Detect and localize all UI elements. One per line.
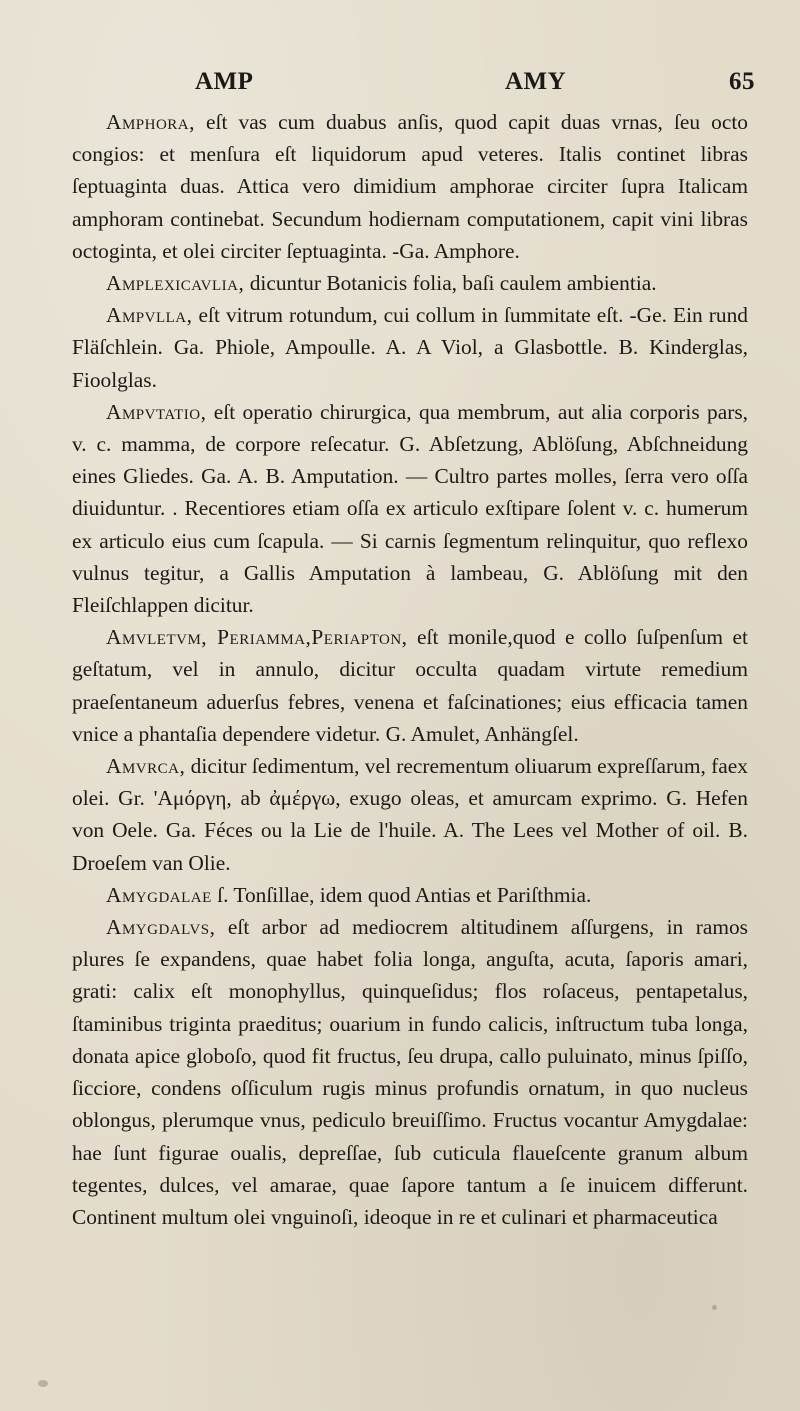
running-head xyxy=(195,68,755,102)
headword: Amplexicavlia, xyxy=(106,271,245,296)
headword: Ampvlla, xyxy=(106,303,193,328)
entry-body: eſt vas cum duabus anſis, quod capit duas vrnas, ſeu octo congios: et menſura eſt liquidorum apud veteres. Italis continet libras ſeptuaginta duas. Attica vero dimidium amphorae circiter ſupra Italicam amphoram continebat. Secundum hodiernam computationem, capit vini libras octoginta, et olei circiter ſeptuaginta. -Ga. Amphore. xyxy=(72,110,748,263)
entry-body: ſ. Tonſillae, idem quod Antias et Pariſthmia. xyxy=(211,882,592,907)
entry-amygdalae xyxy=(72,879,748,911)
entry-body: dicuntur Botanicis folia, baſi caulem ambientia. xyxy=(244,271,657,296)
headword: Amygdalvs, xyxy=(106,915,216,940)
running-head-center: AMY xyxy=(505,68,567,95)
headword: Amygdalae xyxy=(106,882,212,907)
entry-body: dicitur ſedimentum, vel recrementum oliuarum expreſſarum, faex olei. Gr. 'Αμόργη, ab ἀμέργω, exugo oleas, et amurcam exprimo. G. Hefen von Oele. Ga. Féces ou la Lie de l'huile. A. The Lees vel Mother of oil. B. Droeſem van Olie. xyxy=(72,754,748,875)
entry-amygdalus xyxy=(72,911,748,1233)
entry-amurca xyxy=(72,750,748,879)
entry-amplexicaulia xyxy=(72,267,748,299)
entry-body: eſt operatio chirurgica, qua membrum, aut alia corporis pars, v. c. mamma, de corpore reſecatur. G. Abſetzung, Ablöſung, Abſchneidung eines Gliedes. Ga. A. B. Amputation. — Cultro partes molles, ſerra vero oſſa diuiduntur. . Recentiores etiam oſſa ex articulo exſtipare ſolent v. c. humerum ex articulo eius cum ſcapula. — Si carnis ſegmentum relinquitur, quo reflexo vulnus tegitur, a Gallis Amputation à lambeau, G. Ablöſung mit den Fleiſchlappen dicitur. xyxy=(72,399,748,618)
entry-amputatio xyxy=(72,396,748,621)
headword: Ampнora, xyxy=(106,110,195,134)
entry-body: eſt vitrum rotundum, cui collum in ſummitate eſt. -Ge. Ein rund Fläſchlein. Ga. Phiole, Ampoulle. A. A Viol, a Glasbottle. B. Kinderglas, Fioolglas. xyxy=(72,303,748,392)
entry-body: eſt monile,quod e collo ſuſpenſum et geſtatum, vel in annulo, dicitur occulta quadam virtute remedium praeſentaneum aduerſus febres, venena et faſcinationes; eius efficacia tamen vnice a phantaſia dependere videtur. G. Amulet, Anhängſel. xyxy=(72,625,748,746)
running-head-left: AMP xyxy=(195,68,254,95)
headword: Amvletvm, Periamma,Periapton, xyxy=(106,625,408,650)
entry-amuletum xyxy=(72,621,748,750)
page-number: 65 xyxy=(729,68,755,95)
dictionary-text xyxy=(72,106,748,1233)
entry-body: eſt arbor ad mediocrem altitudinem aſſurgens, in ramos plures ſe expandens, quae habet folia longa, anguſta, acuta, ſaporis amari, grati: calix eſt monophyllus, quinqueſidus; flos roſaceus, pentapetalus, ſtaminibus triginta praeditus; ouarium in fundo calicis, inſtructum tuba longa, donata apice globoſo, quod fit fructus, ſeu drupa, callo puluinato, minus ſpiſſo, ſicciore, condens oſſiculum rugis minus profundis ornatum, in quo nucleus oblongus, plerumque vnus, pediculo breuiſſimo. Fructus vocantur Amygdalae: hae ſunt figurae oualis, depreſſae, ſub cuticula flaueſcente granum album tegentes, dulces, vel amarae, quae ſapore tantum a ſe inuicem differunt. Continent multum olei vnguinoſi, ideoque in re et culinari et pharmaceutica xyxy=(72,915,748,1229)
headword: Amvrca, xyxy=(106,754,186,779)
entry-ampulla xyxy=(72,299,748,396)
headword: Ampvtatio, xyxy=(106,399,207,424)
ink-spot xyxy=(38,1380,48,1387)
entry-amphora xyxy=(72,106,748,267)
ink-spot xyxy=(712,1305,717,1310)
